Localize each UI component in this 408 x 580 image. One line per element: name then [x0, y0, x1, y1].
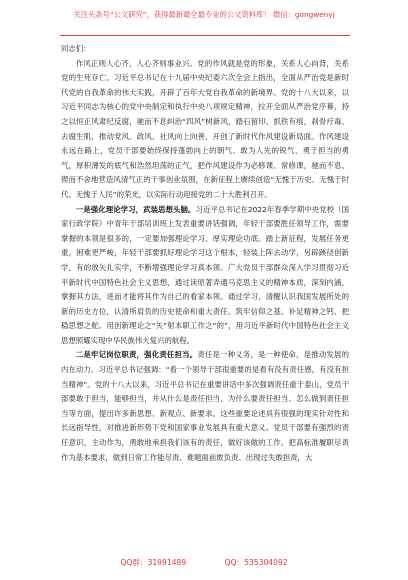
paragraph-2-heading: 一是强化理论学习，武装思想头脑。 — [75, 204, 196, 214]
paragraph-1: 作风正则人心齐，人心齐则事业兴。党的作风就是党的形象，关系人心向背，关系党的生死存亡。习近平总书记在十九届中央纪委六次全会上指出，全面从严治党是新时代党的自我革命的伟大实践，开辟了百年大党自我革命的新境界。党的十八大以来，以习近平同志为核心的党中央制定和执行中央八项规定精神，拉开全面从严治党序幕，持之以恒正风肃纪反腐，驰而不息纠治“四风”树新风，踏石留印、抓铁有痕，刹骨疗毒、去腐生肌，推动党风、政风、社风向上向善，开创了新时代作风建设新局面。作风建设永远在路上，党员干部要始终保持蓬勃向上的朝气、敢为人先的锐气、勇于担当的勇气，厚积薄发的底气和浩然坦荡的正气，把作风建设作为必修课、常修课，驰而不息、锲而不舍地营造风清气正的干事创业氛围，在新征程上赓续创造“无愧于历史、无愧于时代、无愧于人民”的荣光，以实际行动迎接党的二十大胜利召开。 — [61, 58, 349, 199]
paragraph-3 — [61, 348, 349, 465]
paragraph-2 — [61, 203, 349, 349]
header-line-1: 关注头条号“公文研究”，获得最新最全最专业的公文资料库！ 微信：gongwenyj — [73, 10, 335, 19]
footer-qq: QQ：535304092 — [224, 558, 288, 567]
paragraph-2-text: 习近平总书记在2022年春季学期中央党校（国家行政学院）中青年干部培训班上发表重要讲话强调，年轻干部要胜任领导工作，需要掌握的本领是很多的，一定要加强理论学习、厚实理论功底。踏上新征程，发展任务更重，困难更严峻，年轻干部要抓好理论学习这个根本，轻装上阵去动学，另辟蹊径创新学，有的放矢扎实学，不断增强理论学习真本领。广大党员干部群众深入学习贯彻习近平新时代中国特色社会主义思想，通过读原著弄通马克思主义的精神本质，深刻内涵，掌握其方法，进而才能将其作为自己的看家本领。通过学习，清醒认识我国发展所处的新的历史方位，认清所肩负的历史使命和重大责任。筑牢信仰之基、补足精神之钙、把稳思想之舵。用创新理论之“矢”射本职工作之“的”，用习近平新时代中国特色社会主义思想照耀实现中华民族伟大复兴的航程。 — [61, 204, 349, 345]
paragraph-3-heading: 二是牢记岗位职责，强化责任担当。 — [75, 350, 198, 360]
paragraph-3-text: 责任是一种义务，是一种使命，是推动发展的内在动力。习近平总书记强调：“看一个领导干部很重要的是看有没有责任感，有没有担当精神”。党的十八大以来，习近平总书记在重要讲话中多次强调责任重于泰山，党员干部要敢于担当，能够担当，并从什么是责任担当、为什么要责任担当、怎么做到责任担当等方面，提出许多新思想、新观点、新要求。这些重要论述具有很强的现实针对性和长远指导性，对推进新形势下党和国家事业发展具有重大意义。党员干部要有强烈的责任意识，主动作为，勇敢地承担我们该有的责任，做好该做的工作。把高标准履职尽责作为基本要求，做到日常工作能尽责、难题面前敢负责、出现过失敢担责，大 — [61, 350, 349, 462]
page-footer — [0, 557, 408, 568]
page-header — [0, 10, 408, 19]
footer-qq-group: QQ群：31991489 — [120, 558, 187, 567]
salutation: 同志们： — [61, 44, 91, 53]
header-divider — [60, 35, 350, 36]
document-body — [61, 42, 349, 465]
